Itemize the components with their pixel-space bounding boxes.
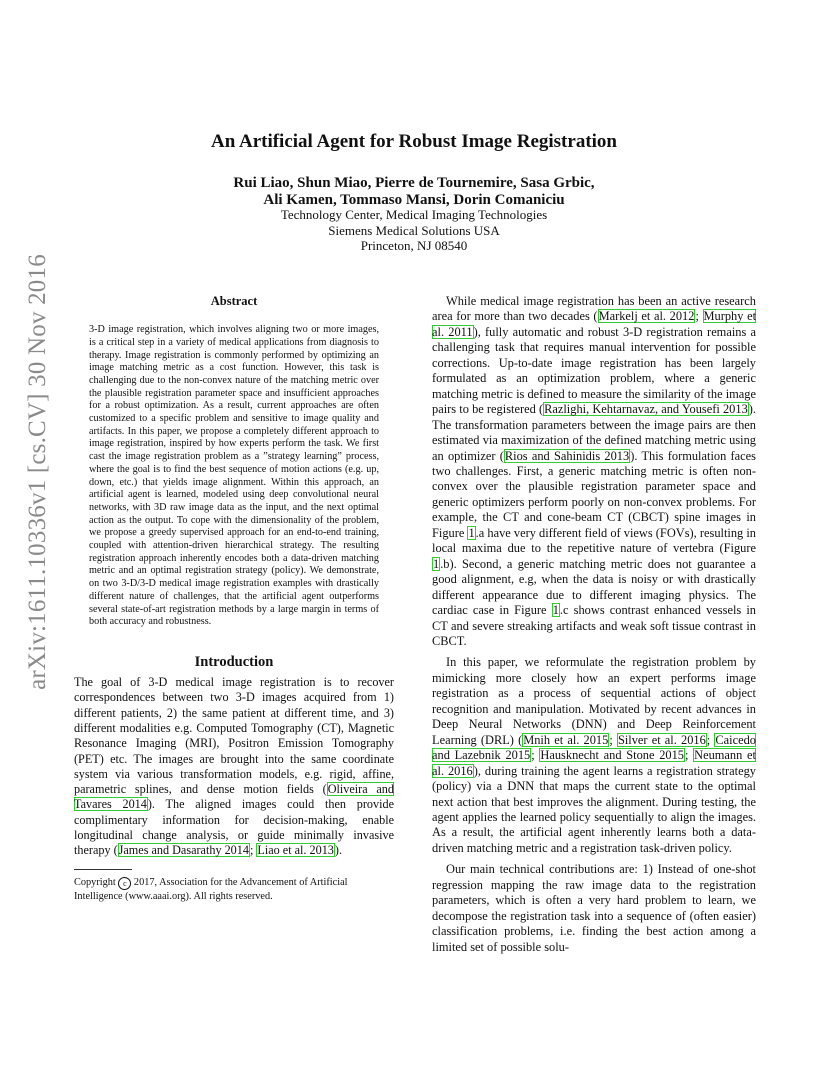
copyright-label: Copyright bbox=[74, 876, 116, 888]
citation-link-james[interactable]: James and Dasarathy 2014 bbox=[118, 843, 249, 858]
body-paragraph-1 bbox=[432, 294, 756, 649]
citation-link-neumann[interactable]: Neumann et al. 2016 bbox=[432, 748, 756, 778]
intro-text-segment: ). The aligned images could then provide complimentary information for decision-making, enable longitudinal change analysis, or guide minimally invasive therapy ( bbox=[74, 797, 395, 858]
body-text-segment: .c shows contrast enhanced vessels in CT and severe streaking artifacts and weak soft tissue contrast in CBCT. bbox=[432, 603, 757, 648]
citation-separator: ; bbox=[249, 843, 257, 858]
affiliation-line-1: Technology Center, Medical Imaging Technologies bbox=[280, 207, 548, 222]
copyright-text: 2017, Association for the Advancement of Artificial Intelligence (www.aaai.org). All rights reserved. bbox=[74, 876, 348, 902]
citation-link-liao[interactable]: Liao et al. 2013 bbox=[257, 843, 334, 858]
figure-link-1a[interactable]: 1 bbox=[468, 525, 475, 540]
body-text-segment: ), fully automatic and robust 3-D registration remains a challenging task that requires manual intervention for possible corrections. Up-to-date image registration has been largely formulated as an optimization problem, where a generic matching metric is defined to measure the similarity of the image pairs to be registered ( bbox=[432, 324, 756, 417]
arxiv-identifier-stamp bbox=[18, 254, 58, 690]
body-paragraph-3: Our main technical contributions are: 1) Instead of one-shot regression mapping the raw image data to the registration parameters, which is often a very hard problem to learn, we decompose the registration task into a sequence of (often easier) classification problems, i.e. finding the best action among a limited set of possible solu- bbox=[432, 862, 756, 954]
body-text-segment: ), during training the agent learns a registration strategy (policy) via a DNN that maps the current state to the optimal next action that best improves the alignment. During testing, the agent applies the learned policy sequentially to align the images. As a result, the artificial agent inherently learns both a data-driven matching metric and a registration task-driven policy. bbox=[432, 763, 756, 855]
citation-separator: ; bbox=[695, 309, 703, 324]
left-column bbox=[74, 294, 394, 903]
citation-link-razlighi[interactable]: Razlighi, Kehtarnavaz, and Yousefi 2013 bbox=[544, 402, 748, 417]
body-text-segment: .a have very different field of views (FOVs), resulting in local maxima due to the repetitive nature of vertebra (Figure bbox=[432, 525, 756, 556]
body-text-segment: .b). Second, a generic matching metric does not guarantee a good alignment, e.g, when the data is noisy or with drastically different appearance due to different imaging physics. The cardiac case in Figure bbox=[432, 556, 756, 618]
copyright-footnote bbox=[74, 876, 394, 903]
citation-link-rios[interactable]: Rios and Sahinidis 2013 bbox=[504, 448, 630, 463]
body-text-segment: While medical image registration has been an active research area for more than two decades ( bbox=[432, 294, 756, 324]
citation-separator: ; bbox=[706, 732, 715, 747]
figure-link-1c[interactable]: 1 bbox=[552, 603, 559, 618]
citation-link-hausknecht[interactable]: Hausknecht and Stone 2015 bbox=[540, 748, 684, 763]
citation-link-silver[interactable]: Silver et al. 2016 bbox=[617, 732, 706, 747]
body-text-segment: ). This formulation faces two challenges. First, a generic matching metric is often non-convex over the plausible registration parameter space and generic optimizers perform poorly on non-convex problems. For example, the CT and cone-beam CT (CBCT) spine images in Figure bbox=[432, 448, 756, 540]
paper-title: An Artificial Agent for Robust Image Registration bbox=[210, 131, 617, 152]
author-line-2: Ali Kamen, Tommaso Mansi, Dorin Comaniciu bbox=[263, 192, 565, 208]
affiliation-block bbox=[0, 207, 828, 254]
affiliation-line-2: Siemens Medical Solutions USA bbox=[328, 222, 500, 238]
body-text-segment: ). The transformation parameters between the image pairs are then estimated via maximization of the defined matching metric using an optimizer ( bbox=[432, 402, 756, 463]
arxiv-identifier-text: arXiv:1611.10336v1 [cs.CV] 30 Nov 2016 bbox=[24, 254, 51, 690]
introduction-paragraph bbox=[74, 675, 394, 859]
right-column bbox=[432, 294, 756, 961]
citation-link-markelj[interactable]: Markelj et al. 2012 bbox=[598, 309, 695, 324]
citation-link-oliveira[interactable]: Oliveira and Tavares 2014 bbox=[74, 782, 394, 812]
introduction-heading: Introduction bbox=[194, 653, 274, 670]
citation-link-caicedo[interactable]: Caicedo and Lazebnik 2015 bbox=[432, 732, 757, 763]
footnote-divider bbox=[74, 869, 132, 870]
abstract-text: 3-D image registration, which involves aligning two or more images, is a critical step in a variety of medical applications from diagnosis to therapy. Image registration is commonly performed by optimizing an image matching metric as a cost function. However, this task is challenging due to the non-convex nature of the matching metric over the plausible registration parameter space and insufficient approaches for a robust optimization. As a result, current approaches are often customized to a specific problem and sensitive to image quality and artifacts. In this paper, we propose a completely different approach to image registration, inspired by how experts perform the task. We first cast the image registration problem as a ”strategy learning” process, where the goal is to find the best sequence of motion actions (e.g. up, down, etc.) that yields image alignment. Within this approach, an artificial agent is learned, modeled using deep convolutional neural networks, with 3D raw image data as the input, and the next optimal action as the output. To cope with the dimensionality of the problem, we propose a greedy supervised approach for an end-to-end training, coupled with attention-driven hierarchical strategy. The resulting registration approach inherently encodes both a data-driven matching metric and an optimal registration strategy (policy). We demonstrate, on two 3-D/3-D medical image registration examples with drastically different nature of challenges, that the artificial agent outperforms several state-of-art registration methods by a large margin in terms of both accuracy and robustness. bbox=[89, 324, 379, 628]
figure-link-1b[interactable]: 1 bbox=[433, 556, 440, 571]
citation-link-murphy[interactable]: Murphy et al. 2011 bbox=[432, 309, 757, 339]
body-paragraph-2 bbox=[432, 655, 756, 856]
citation-separator: ; bbox=[609, 732, 617, 747]
citation-link-mnih[interactable]: Mnih et al. 2015 bbox=[523, 732, 609, 747]
abstract-heading: Abstract bbox=[210, 294, 258, 308]
intro-text-segment: ). bbox=[334, 843, 343, 858]
body-text-segment: In this paper, we reformulate the registration problem by mimicking more closely how an expert performs image registration as a process of sequential actions of object recognition and manipulation. Motivated by recent advances in Deep Neural Networks (DNN) and Deep Reinforcement Learning (DRL) ( bbox=[432, 655, 756, 747]
intro-text-segment: The goal of 3-D medical image registration is to recover correspondences between two 3-D images acquired from 1) different patients, 2) the same patient at different time, and 3) different modalities e.g. Computed Tomography (CT), Magnetic Resonance Imaging (MRI), Positron Emission Tomography (PET) etc. The images are brought into the same coordinate system via various transformation models, e.g. rigid, affine, parametric splines, and dense motion fields ( bbox=[74, 675, 394, 797]
author-list bbox=[0, 175, 828, 209]
copyright-icon: c bbox=[118, 877, 131, 890]
affiliation-line-3: Princeton, NJ 08540 bbox=[360, 238, 468, 253]
citation-separator: ; bbox=[684, 748, 694, 763]
author-line-1: Rui Liao, Shun Miao, Pierre de Tournemire, Sasa Grbic, bbox=[233, 175, 595, 191]
citation-separator: ; bbox=[531, 748, 540, 763]
